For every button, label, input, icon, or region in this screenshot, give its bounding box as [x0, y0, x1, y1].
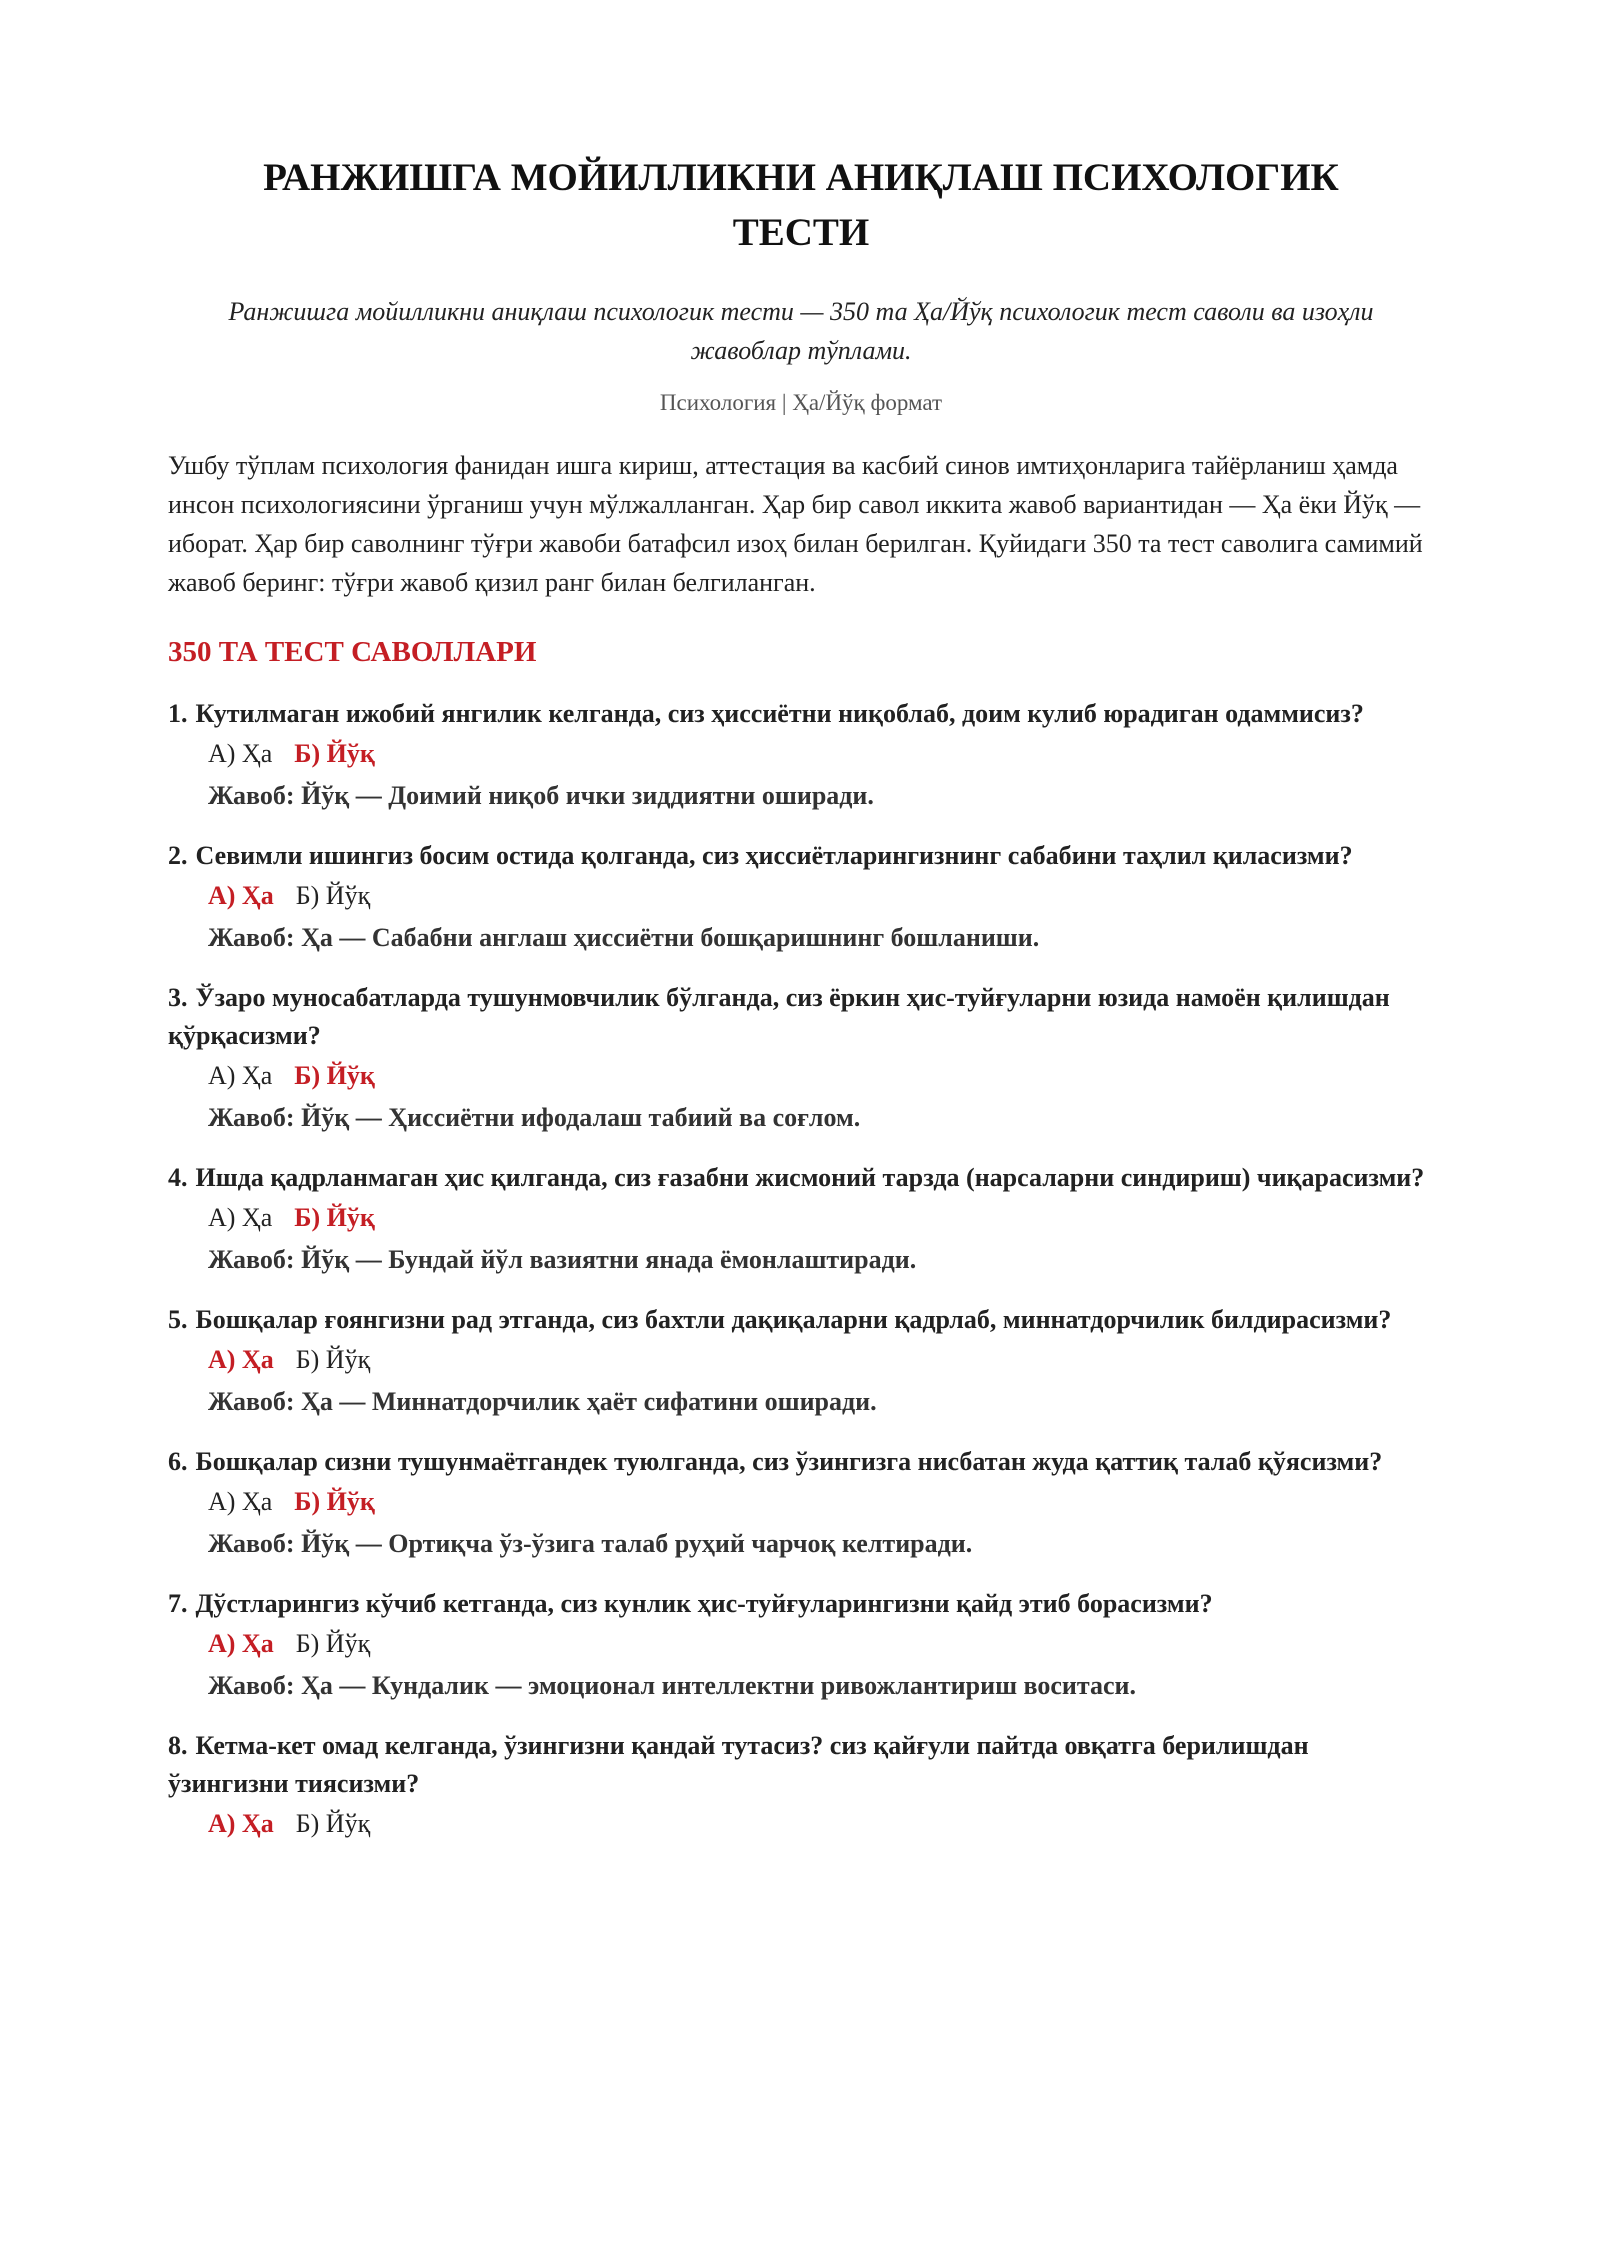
section-heading: 350 ТА ТЕСТ САВОЛЛАРИ [168, 636, 537, 668]
question-number: 3. [168, 983, 188, 1012]
option-a: А) Ҳа [208, 739, 273, 768]
question-body: Кетма-кет омад келганда, ўзингизни қандай тутасиз? сиз қайғули пайтда овқатга берилишдан ўзингизни тиясизми? [168, 1731, 1309, 1798]
question-item [168, 1585, 1434, 1705]
question-number: 2. [168, 841, 188, 870]
question-text [168, 837, 1434, 875]
option-b-correct: Б) Йўқ [294, 1487, 375, 1516]
option-a-correct: А) Ҳа [208, 1809, 274, 1838]
answer-explanation: Жавоб: Ҳа — Сабабни англаш ҳиссиётни бошқаришнинг бошланиши. [208, 923, 1040, 952]
question-number: 5. [168, 1305, 188, 1334]
question-body: Бошқалар сизни тушунмаётгандек туюлганда, сиз ўзингизга нисбатан жуда қаттиқ талаб қўясизми? [195, 1447, 1383, 1476]
question-text [168, 979, 1434, 1055]
question-item [168, 837, 1434, 957]
question-text [168, 1727, 1434, 1803]
question-item [168, 695, 1434, 815]
question-item [168, 1727, 1434, 1843]
question-body: Ўзаро муносабатларда тушунмовчилик бўлганда, сиз ёркин ҳис-туйғуларни юзида намоён қилишдан қўрқасизми? [168, 983, 1390, 1050]
option-a: А) Ҳа [208, 1061, 273, 1090]
question-list [168, 695, 1434, 1843]
question-text [168, 1159, 1434, 1197]
option-a-correct: А) Ҳа [208, 1629, 274, 1658]
answer-explanation: Жавоб: Ҳа — Кундалик — эмоционал интеллектни ривожлантириш воситаси. [208, 1671, 1137, 1700]
question-text [168, 1443, 1434, 1481]
question-number: 7. [168, 1589, 188, 1618]
answer-explanation: Жавоб: Йўқ — Ортиқча ўз-ўзига талаб руҳий чарчоқ келтиради. [208, 1529, 973, 1558]
option-a-correct: А) Ҳа [208, 1345, 274, 1374]
option-b: Б) Йўқ [295, 1629, 371, 1658]
option-b: Б) Йўқ [295, 881, 371, 910]
question-text [168, 695, 1434, 733]
question-body: Севимли ишингиз босим остида қолганда, сиз ҳиссиётларингизнинг сабабини таҳлил қиласизми? [195, 841, 1353, 870]
answer-options [208, 1625, 1434, 1663]
question-body: Дўстларингиз кўчиб кетганда, сиз кунлик ҳис-туйғуларингизни қайд этиб борасизми? [195, 1589, 1213, 1618]
option-b-correct: Б) Йўқ [294, 1203, 375, 1232]
document-subtitle: Ранжишга мойилликни аниқлаш психологик тести — 350 та Ҳа/Йўқ психологик тест саволи ва изоҳли жавоблар тўплами. [228, 297, 1374, 365]
question-text [168, 1585, 1434, 1623]
question-number: 8. [168, 1731, 188, 1760]
answer-options [208, 735, 1434, 773]
answer-options [208, 1057, 1434, 1095]
answer-options [208, 1483, 1434, 1521]
question-item [168, 979, 1434, 1137]
answer-options [208, 1805, 1434, 1843]
answer-options [208, 1199, 1434, 1237]
option-a: А) Ҳа [208, 1203, 273, 1232]
question-body: Кутилмаган ижобий янгилик келганда, сиз ҳиссиётни ниқоблаб, доим кулиб юрадиган одаммисиз? [195, 699, 1364, 728]
answer-options [208, 877, 1434, 915]
answer-explanation: Жавоб: Йўқ — Бундай йўл вазиятни янада ёмонлаштиради. [208, 1245, 917, 1274]
option-b-correct: Б) Йўқ [294, 1061, 375, 1090]
answer-explanation: Жавоб: Ҳа — Миннатдорчилик ҳаёт сифатини оширади. [208, 1387, 877, 1416]
intro-paragraph: Ушбу тўплам психология фанидан ишга кириш, аттестация ва касбий синов имтиҳонларига тайёрланиш ҳамда инсон психологиясини ўрганиш учун мўлжалланган. Ҳар бир савол иккита жавоб вариантидан — Ҳа ёки Йўқ — иборат. Ҳар бир саволнинг тўғри жавоби батафсил изоҳ билан берилган. Қуйидаги 350 та тест саволига самимий жавоб беринг: тўғри жавоб қизил ранг билан белгиланган. [168, 451, 1423, 597]
question-body: Бошқалар ғоянгизни рад этганда, сиз бахтли дақиқаларни қадрлаб, миннатдорчилик билдирасизми? [195, 1305, 1392, 1334]
option-b: Б) Йўқ [295, 1345, 371, 1374]
option-b-correct: Б) Йўқ [294, 739, 375, 768]
answer-explanation: Жавоб: Йўқ — Ҳиссиётни ифодалаш табиий ва соғлом. [208, 1103, 861, 1132]
answer-explanation: Жавоб: Йўқ — Доимий ниқоб ички зиддиятни оширади. [208, 781, 874, 810]
option-b: Б) Йўқ [295, 1809, 371, 1838]
question-number: 4. [168, 1163, 188, 1192]
document-title: РАНЖИШГА МОЙИЛЛИКНИ АНИҚЛАШ ПСИХОЛОГИК ТЕСТИ [263, 156, 1339, 254]
question-item [168, 1159, 1434, 1279]
question-body: Ишда қадрланмаган ҳис қилганда, сиз ғазабни жисмоний тарзда (нарсаларни синдириш) чиқарасизми? [195, 1163, 1425, 1192]
option-a: А) Ҳа [208, 1487, 273, 1516]
question-number: 6. [168, 1447, 188, 1476]
question-item [168, 1301, 1434, 1421]
option-a-correct: А) Ҳа [208, 881, 274, 910]
question-text [168, 1301, 1434, 1339]
document-meta: Психология | Ҳа/Йўқ формат [659, 390, 943, 415]
answer-options [208, 1341, 1434, 1379]
question-number: 1. [168, 699, 188, 728]
document-page [168, 150, 1434, 1865]
question-item [168, 1443, 1434, 1563]
